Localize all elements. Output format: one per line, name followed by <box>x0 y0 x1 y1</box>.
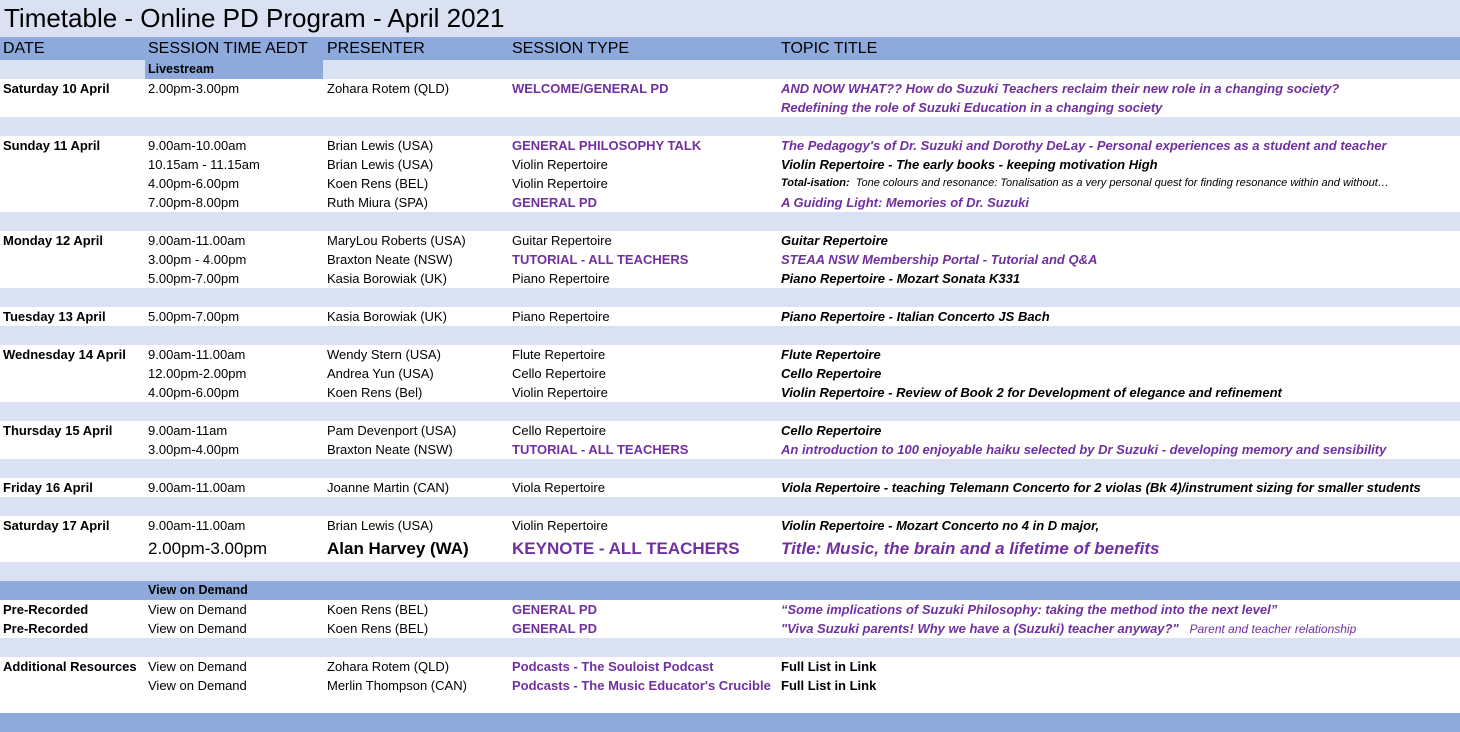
row-time: View on Demand <box>148 659 247 674</box>
row-time: 9.00am-11.00am <box>148 347 246 362</box>
row-time: 12.00pm-2.00pm <box>148 366 247 381</box>
livestream-label: Livestream <box>148 62 215 76</box>
spacer-band <box>0 459 1460 478</box>
row-session-type: Violin Repertoire <box>512 157 608 172</box>
table-row <box>0 657 1460 676</box>
header-topic-title: TOPIC TITLE <box>781 40 878 57</box>
spacer-band <box>0 562 1460 581</box>
row-topic: Piano Repertoire - Mozart Sonata K331 <box>781 271 1021 286</box>
page-title: Timetable - Online PD Program - April 2021 <box>0 0 1460 37</box>
table-row <box>0 174 1460 193</box>
spacer-band <box>0 497 1460 516</box>
spacer-band <box>0 117 1460 136</box>
row-presenter: Brian Lewis (USA) <box>327 138 434 153</box>
row-topic-link[interactable]: Full List in Link <box>781 659 877 674</box>
row-time: 9.00am-11.00am <box>148 480 246 495</box>
row-time: 4.00pm-6.00pm <box>148 176 240 191</box>
row-presenter: Braxton Neate (NSW) <box>327 442 453 457</box>
row-session-type: Flute Repertoire <box>512 347 606 362</box>
table-row <box>0 364 1460 383</box>
row-presenter: Koen Rens (BEL) <box>327 602 429 617</box>
row-topic <box>781 619 1457 639</box>
row-date: Saturday 17 April <box>3 518 110 533</box>
row-topic: Flute Repertoire <box>781 347 881 362</box>
row-topic: STEAA NSW Membership Portal - Tutorial and Q&A <box>781 252 1098 267</box>
row-topic: An introduction to 100 enjoyable haiku selected by Dr Suzuki - developing memory and sensibility <box>781 442 1387 457</box>
row-date: Pre-Recorded <box>3 621 89 636</box>
row-date: Sunday 11 April <box>3 138 101 153</box>
row-session-type: TUTORIAL - ALL TEACHERS <box>512 252 689 267</box>
row-topic: Redefining the role of Suzuki Education in a changing society <box>781 100 1163 115</box>
row-topic: The Pedagogy's of Dr. Suzuki and Dorothy DeLay - Personal experiences as a student and teacher <box>781 138 1387 153</box>
row-session-type: Violin Repertoire <box>512 385 608 400</box>
row-date: Saturday 10 April <box>3 81 110 96</box>
row-date: Tuesday 13 April <box>3 309 106 324</box>
footer-band <box>0 713 1460 732</box>
row-time: 5.00pm-7.00pm <box>148 271 240 286</box>
row-date: Thursday 15 April <box>3 423 113 438</box>
header-session-type: SESSION TYPE <box>512 40 630 57</box>
view-on-demand-subheader <box>0 581 1460 600</box>
row-presenter: Wendy Stern (USA) <box>327 347 441 362</box>
table-row <box>0 269 1460 288</box>
row-topic: “Some implications of Suzuki Philosophy: taking the method into the next level” <box>781 602 1278 617</box>
row-session-type: GENERAL PHILOSOPHY TALK <box>512 138 702 153</box>
row-topic-rest: Tone colours and resonance: Tonalisation as a very personal quest for finding resonance within and without… <box>855 177 1389 189</box>
row-presenter: Zohara Rotem (QLD) <box>327 659 450 674</box>
row-topic-lead: Total-isation: <box>781 177 850 189</box>
row-session-type: Cello Repertoire <box>512 423 606 438</box>
table-row <box>0 231 1460 250</box>
row-topic: Viola Repertoire - teaching Telemann Concerto for 2 violas (Bk 4)/instrument sizing for smaller students <box>781 480 1421 495</box>
table-row <box>0 250 1460 269</box>
table-row <box>0 136 1460 155</box>
row-topic-quote: "Viva Suzuki parents! Why we have a (Suzuki) teacher anyway?" <box>781 621 1179 636</box>
row-presenter: Kasia Borowiak (UK) <box>327 271 447 286</box>
row-session-type: Violin Repertoire <box>512 518 608 533</box>
spacer-band <box>0 326 1460 345</box>
spacer-band <box>0 402 1460 421</box>
table-row <box>0 619 1460 638</box>
table-row <box>0 79 1460 98</box>
row-topic: Violin Repertoire - The early books - keeping motivation High <box>781 157 1158 172</box>
row-session-type: Guitar Repertoire <box>512 233 612 248</box>
row-topic: Piano Repertoire - Italian Concerto JS Bach <box>781 309 1050 324</box>
row-topic <box>781 174 1457 193</box>
row-time: 3.00pm - 4.00pm <box>148 252 247 267</box>
row-session-type: Cello Repertoire <box>512 366 606 381</box>
row-date: Pre-Recorded <box>3 602 89 617</box>
header-session-time: SESSION TIME AEDT <box>148 40 308 57</box>
row-topic: AND NOW WHAT?? How do Suzuki Teachers reclaim their new role in a changing society? <box>781 81 1340 96</box>
row-date: Friday 16 April <box>3 480 93 495</box>
row-topic-link[interactable]: Full List in Link <box>781 678 877 693</box>
row-time: View on Demand <box>148 621 247 636</box>
row-date: Monday 12 April <box>3 233 103 248</box>
row-time: 7.00pm-8.00pm <box>148 195 240 210</box>
row-presenter: MaryLou Roberts (USA) <box>327 233 466 248</box>
row-presenter: Koen Rens (BEL) <box>327 176 429 191</box>
table-row <box>0 421 1460 440</box>
row-presenter: Pam Devenport (USA) <box>327 423 457 438</box>
row-time: 9.00am-11.00am <box>148 518 246 533</box>
row-presenter: Brian Lewis (USA) <box>327 157 434 172</box>
row-session-type: Piano Repertoire <box>512 271 610 286</box>
table-row <box>0 307 1460 326</box>
row-time: 3.00pm-4.00pm <box>148 442 240 457</box>
row-time: View on Demand <box>148 678 247 693</box>
row-session-type: GENERAL PD <box>512 195 597 210</box>
row-time: 5.00pm-7.00pm <box>148 309 240 324</box>
table-row <box>0 193 1460 212</box>
row-session-type: Viola Repertoire <box>512 480 605 495</box>
row-presenter: Merlin Thompson (CAN) <box>327 678 467 693</box>
row-time: 4.00pm-6.00pm <box>148 385 240 400</box>
view-on-demand-label: View on Demand <box>148 583 248 597</box>
table-row <box>0 516 1460 535</box>
row-topic: Cello Repertoire <box>781 366 882 381</box>
spacer-band <box>0 288 1460 307</box>
row-presenter: Koen Rens (BEL) <box>327 621 429 636</box>
row-session-type: GENERAL PD <box>512 602 597 617</box>
header-date: DATE <box>3 40 45 57</box>
table-row <box>0 345 1460 364</box>
row-presenter: Kasia Borowiak (UK) <box>327 309 447 324</box>
row-date: Additional Resources <box>3 659 137 674</box>
spacer-band <box>0 212 1460 231</box>
row-session-type: TUTORIAL - ALL TEACHERS <box>512 442 689 457</box>
row-presenter: Zohara Rotem (QLD) <box>327 81 450 96</box>
row-presenter: Brian Lewis (USA) <box>327 518 434 533</box>
row-time: View on Demand <box>148 602 247 617</box>
row-topic: Violin Repertoire - Review of Book 2 for Development of elegance and refinement <box>781 385 1282 400</box>
header-presenter: PRESENTER <box>327 40 425 57</box>
row-session-type-link[interactable]: Podcasts - The Music Educator's Crucible <box>512 678 771 693</box>
table-row <box>0 600 1460 619</box>
row-presenter: Andrea Yun (USA) <box>327 366 434 381</box>
row-presenter: Ruth Miura (SPA) <box>327 195 428 210</box>
livestream-subheader <box>0 60 1460 79</box>
spacer-band <box>0 638 1460 657</box>
row-time: 9.00am-11.00am <box>148 233 246 248</box>
row-time: 2.00pm-3.00pm <box>148 81 240 96</box>
row-topic: Guitar Repertoire <box>781 233 888 248</box>
row-topic: A Guiding Light: Memories of Dr. Suzuki <box>781 195 1029 210</box>
row-topic: Title: Music, the brain and a lifetime of benefits <box>781 539 1160 558</box>
row-topic: Cello Repertoire <box>781 423 882 438</box>
column-header-row <box>0 37 1460 60</box>
table-row <box>0 676 1460 695</box>
row-presenter: Joanne Martin (CAN) <box>327 480 450 495</box>
row-presenter: Koen Rens (Bel) <box>327 385 423 400</box>
row-time: 9.00am-11am <box>148 423 228 438</box>
table-row <box>0 98 1460 117</box>
table-row-keynote <box>0 535 1460 562</box>
row-time: 10.15am - 11.15am <box>148 157 260 172</box>
row-session-type: GENERAL PD <box>512 621 597 636</box>
row-topic: Violin Repertoire - Mozart Concerto no 4 in D major, <box>781 518 1100 533</box>
row-session-type: Piano Repertoire <box>512 309 610 324</box>
row-time: 2.00pm-3.00pm <box>148 539 268 558</box>
row-date: Wednesday 14 April <box>3 347 126 362</box>
table-row <box>0 155 1460 174</box>
row-topic-extra: Parent and teacher relationship <box>1189 622 1357 636</box>
row-session-type-link[interactable]: Podcasts - The Souloist Podcast <box>512 659 714 674</box>
row-session-type: KEYNOTE - ALL TEACHERS <box>512 539 740 558</box>
row-session-type: Violin Repertoire <box>512 176 608 191</box>
row-time: 9.00am-10.00am <box>148 138 247 153</box>
row-presenter: Braxton Neate (NSW) <box>327 252 453 267</box>
row-session-type: WELCOME/GENERAL PD <box>512 81 669 96</box>
table-row <box>0 440 1460 459</box>
row-presenter: Alan Harvey (WA) <box>327 539 469 558</box>
table-row <box>0 383 1460 402</box>
table-row <box>0 478 1460 497</box>
